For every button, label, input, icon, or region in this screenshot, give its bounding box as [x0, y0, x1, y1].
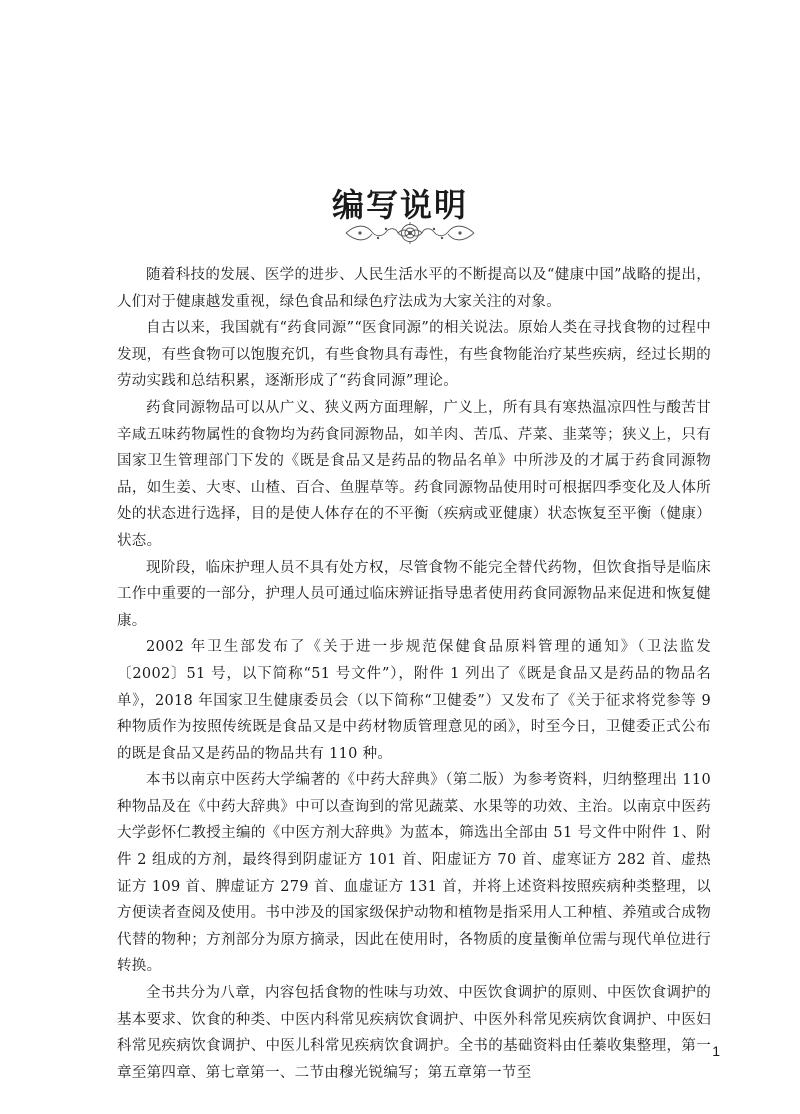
document-body	[117, 262, 711, 1086]
page-title: 编写说明	[331, 186, 468, 224]
paragraph: 2002 年卫生部发布了《关于进一步规范保健食品原料管理的通知》（卫法监发〔2002〕51 号，以下简称“51 号文件”），附件 1 列出了《既是食品又是药品的物品名单》，2018 年国家卫生健康委员会（以下简称“卫健委”）又发布了《关于征求将党参等 9 种物质作为按照传统既是食品又是中药材物质管理意见的函》，时至今日，卫健委正式公布的既是食品又是药品的物品共有 110 种。	[117, 639, 711, 762]
paragraph: 自古以来，我国就有“药食同源”“医食同源”的相关说法。原始人类在寻找食物的过程中发现，有些食物可以饱腹充饥，有些食物具有毒性，有些食物能治疗某些疾病，经过长期的劳动实践和总结积累，逐渐形成了“药食同源”理论。	[117, 320, 711, 390]
page-number: 1	[712, 1043, 720, 1059]
paragraph: 全书共分为八章，内容包括食物的性味与功效、中医饮食调护的原则、中医饮食调护的基本要求、饮食的种类、中医内科常见疾病饮食调护、中医外科常见疾病饮食调护、中医妇科常见疾病饮食调护、中医儿科常见疾病饮食调护。全书的基础资料由任蓁收集整理，第一章至第四章、第七章第一、二节由穆光锐编写；第五章第一节至	[117, 985, 711, 1081]
decorative-ornament-icon	[342, 220, 478, 246]
paragraph: 现阶段，临床护理人员不具有处方权，尽管食物不能完全替代药物，但饮食指导是临床工作中重要的一部分，护理人员可通过临床辨证指导患者使用药食同源物品来促进和恢复健康。	[117, 559, 711, 629]
paragraph: 本书以南京中医药大学编著的《中药大辞典》（第二版）为参考资料，归纳整理出 110 种物品及在《中药大辞典》中可以查询到的常见蔬菜、水果等的功效、主治。以南京中医药大学彭怀仁教授主编的《中医方剂大辞典》为蓝本，筛选出全部由 51 号文件中附件 1、附件 2 组成的方剂，最终得到阴虚证方 101 首、阳虚证方 70 首、虚寒证方 282 首、虚热证方 109 首、脾虚证方 279 首、血虚证方 131 首，并将上述资料按照疾病种类整理，以方便读者查阅及使用。书中涉及的国家级保护动物和植物是指采用人工种植、养殖或合成物代替的物种；方剂部分为原方摘录，因此在使用时，各物质的度量衡单位需与现代单位进行转换。	[117, 772, 711, 975]
paragraph: 药食同源物品可以从广义、狭义两方面理解，广义上，所有具有寒热温凉四性与酸苦甘辛咸五味药物属性的食物均为药食同源物品，如羊肉、苦瓜、芹菜、韭菜等；狭义上，只有国家卫生管理部门下发的《既是食品又是药品的物品名单》中所涉及的才属于药食同源物品，如生姜、大枣、山楂、百合、鱼腥草等。药食同源物品使用时可根据四季变化及人体所处的状态进行选择，目的是使人体存在的不平衡（疾病或亚健康）状态恢复至平衡（健康）状态。	[117, 399, 711, 549]
paragraph: 随着科技的发展、医学的进步、人民生活水平的不断提高以及“健康中国”战略的提出，人们对于健康越发重视，绿色食品和绿色疗法成为大家关注的对象。	[117, 267, 711, 310]
